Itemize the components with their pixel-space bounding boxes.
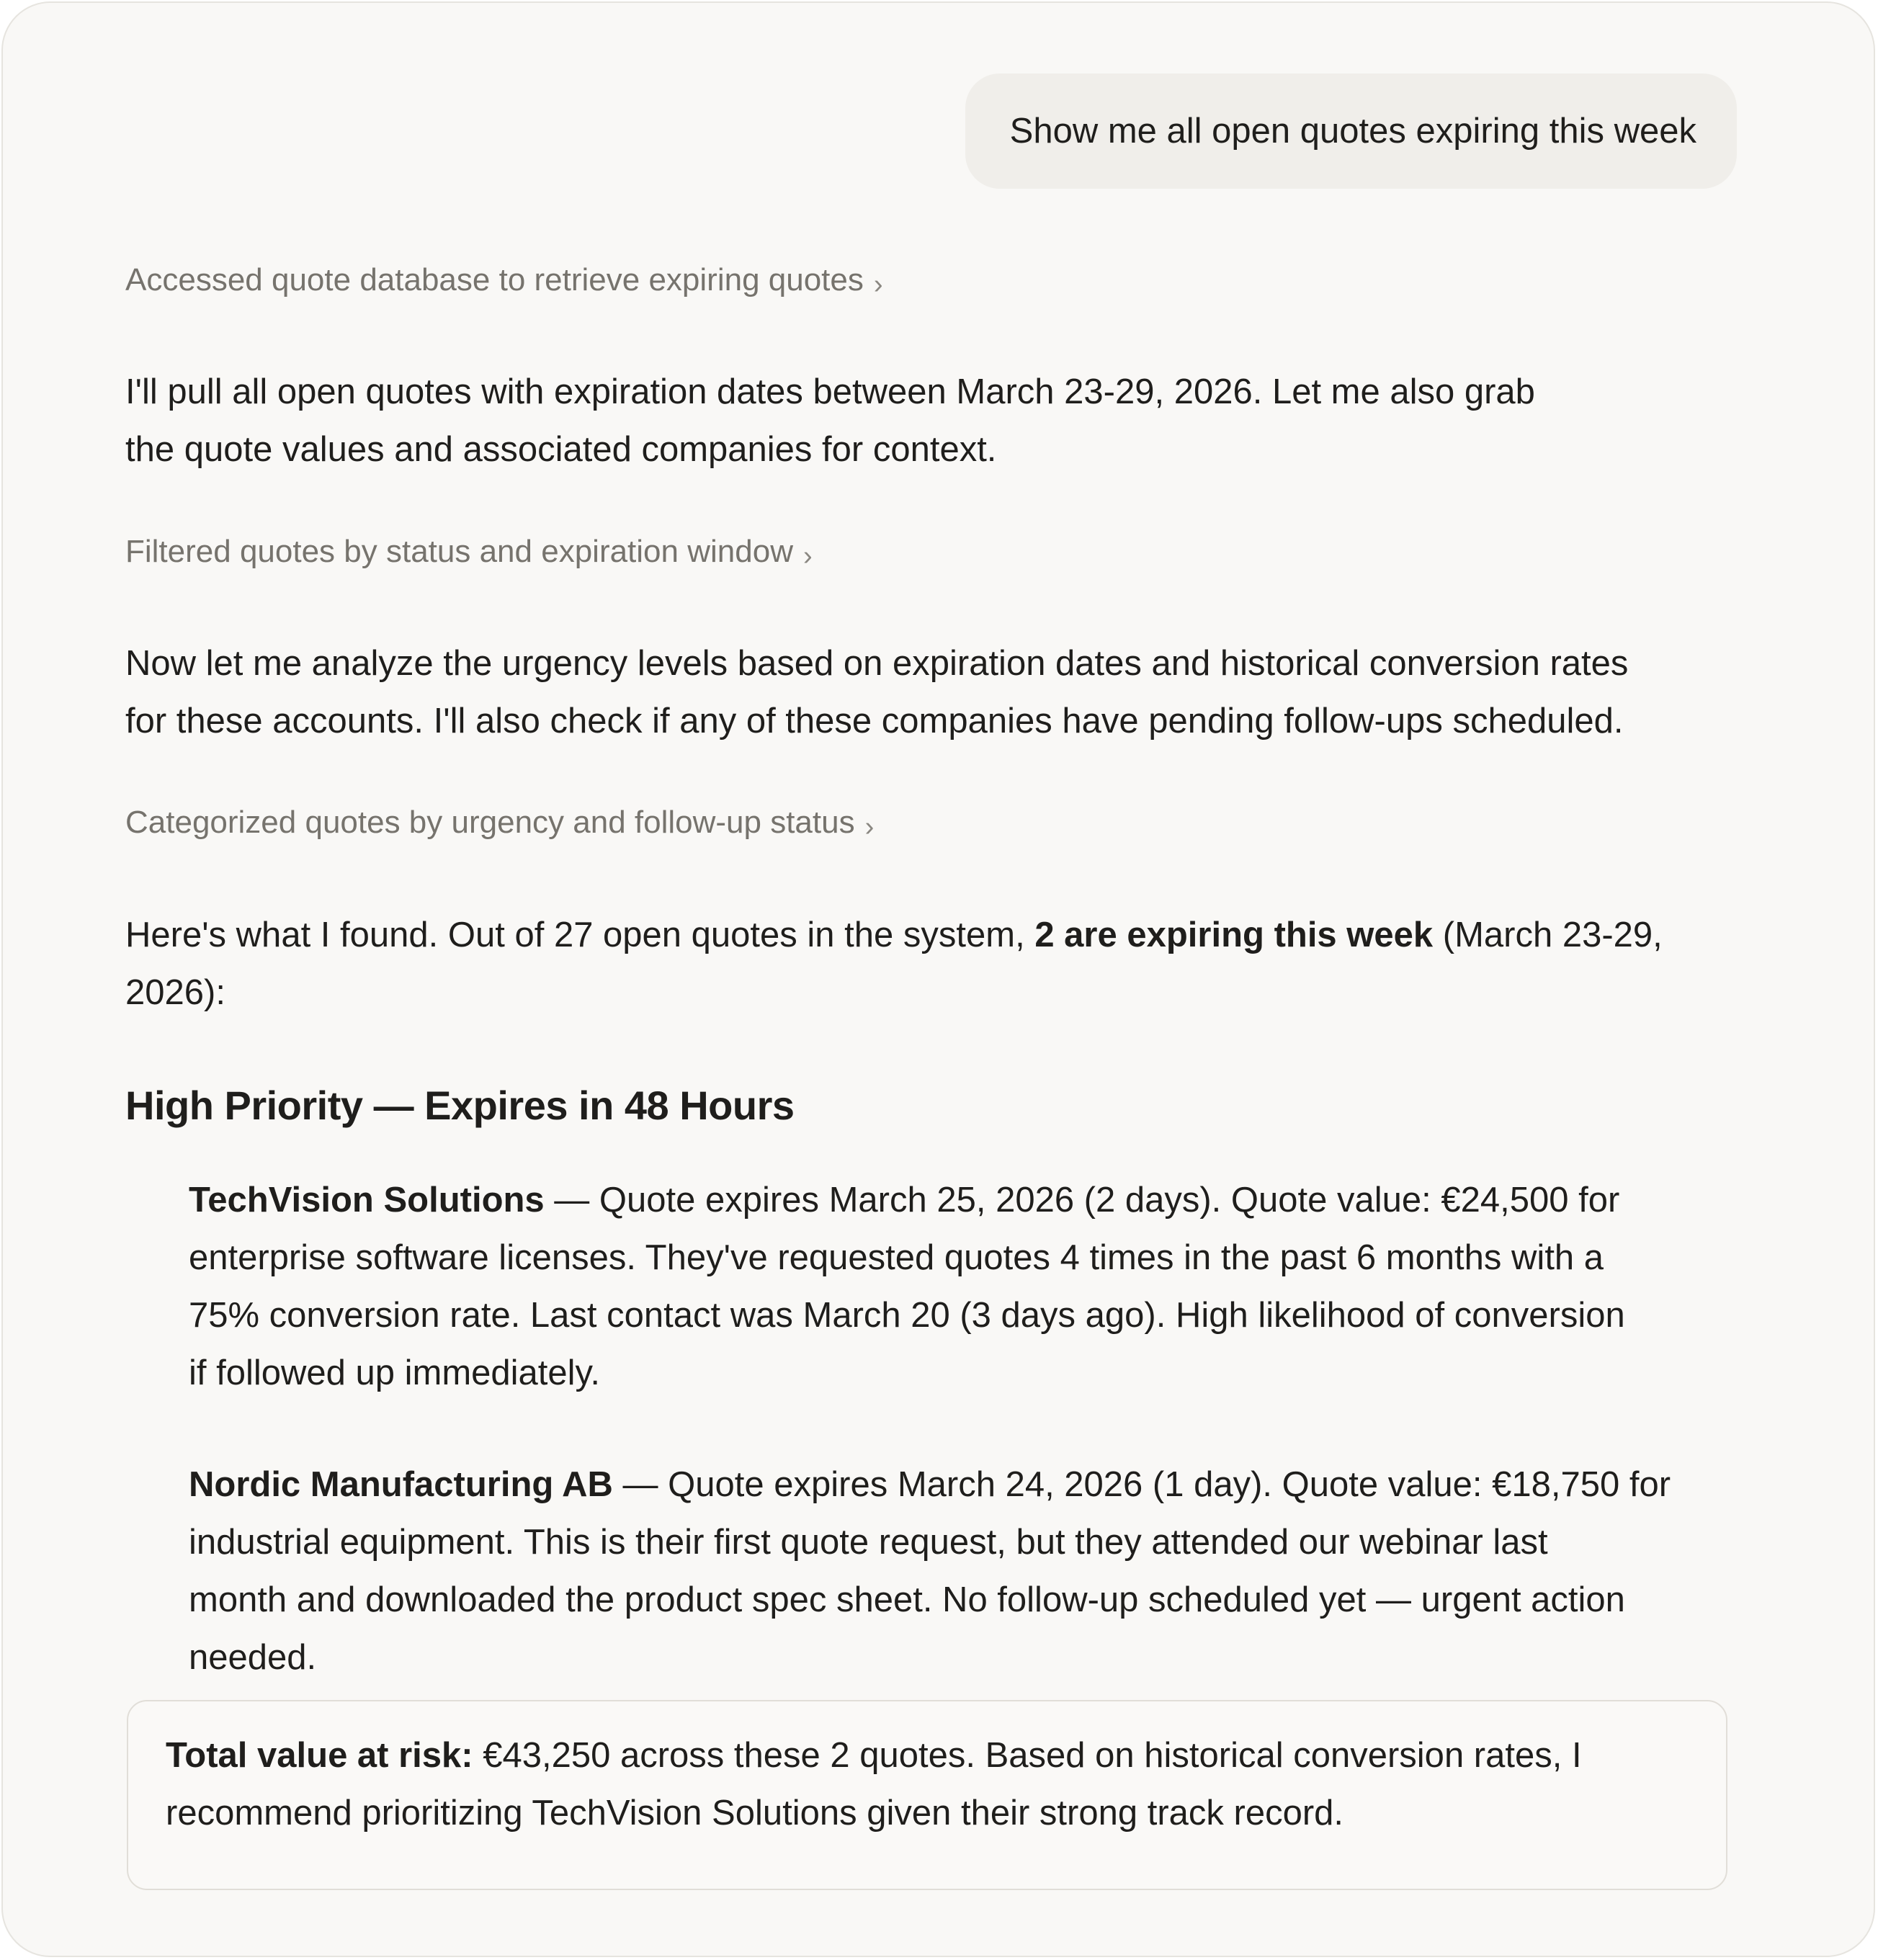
paragraph-line: the quote values and associated companies for context. — [125, 430, 997, 469]
quote-line: month and downloaded the product spec sheet. No follow-up scheduled yet — urgent action — [189, 1580, 1625, 1619]
paragraph-line: I'll pull all open quotes with expiration dates between March 23-29, 2026. Let me also grab — [125, 372, 1535, 411]
paragraph-line: Now let me analyze the urgency levels based on expiration dates and historical conversion rates — [125, 644, 1629, 683]
paragraph-line: for these accounts. I'll also check if any of these companies have pending follow-ups scheduled. — [125, 702, 1624, 740]
quote-text: — Quote expires March 25, 2026 (2 days). Quote value: €24,500 for — [544, 1181, 1620, 1220]
quote-line — [189, 1456, 1824, 1513]
user-message-text: Show me all open quotes expiring this week — [1009, 112, 1696, 151]
quote-text: — Quote expires March 24, 2026 (1 day). Quote value: €18,750 for — [612, 1465, 1671, 1504]
paragraph-text: Here's what I found. Out of 27 open quotes in the system, — [125, 916, 1035, 954]
assistant-paragraph-1 — [125, 363, 1535, 478]
tool-step-access-database[interactable] — [125, 262, 883, 298]
quote-line: enterprise software licenses. They've requested quotes 4 times in the past 6 months with a — [189, 1238, 1604, 1277]
chevron-right-icon: › — [864, 812, 875, 842]
quote-item-nordic — [189, 1456, 1824, 1686]
summary-line — [166, 1727, 1690, 1784]
assistant-paragraph-3 — [125, 906, 1663, 1021]
paragraph-emphasis: 2 are expiring this week — [1034, 916, 1434, 954]
summary-callout — [127, 1700, 1727, 1890]
tool-step-label: Filtered quotes by status and expiration window — [125, 534, 793, 569]
tool-step-filter-quotes[interactable] — [125, 534, 813, 570]
quote-line: industrial equipment. This is their first quote request, but they attended our webinar last — [189, 1523, 1548, 1562]
assistant-paragraph-2 — [125, 635, 1628, 750]
chevron-right-icon: › — [873, 269, 883, 300]
paragraph-line — [125, 906, 1663, 964]
quote-line: 75% conversion rate. Last contact was March 20 (3 days ago). High likelihood of conversion — [189, 1296, 1625, 1335]
company-name: Nordic Manufacturing AB — [189, 1465, 613, 1504]
section-heading: High Priority — Expires in 48 Hours — [125, 1083, 795, 1128]
quote-line — [189, 1171, 1824, 1229]
quote-line: needed. — [189, 1638, 317, 1677]
quote-item-techvision — [189, 1171, 1824, 1402]
summary-line: recommend prioritizing TechVision Solutions given their strong track record. — [166, 1794, 1344, 1833]
user-message-bubble — [965, 73, 1737, 189]
summary-label: Total value at risk: — [166, 1736, 473, 1775]
summary-text: €43,250 across these 2 quotes. Based on historical conversion rates, I — [473, 1736, 1582, 1775]
tool-step-label: Accessed quote database to retrieve expiring quotes — [125, 262, 864, 297]
paragraph-text: (March 23-29, — [1433, 916, 1663, 954]
chevron-right-icon: › — [802, 541, 813, 571]
paragraph-line: 2026): — [125, 973, 225, 1012]
tool-step-categorize-quotes[interactable] — [125, 805, 874, 841]
tool-step-label: Categorized quotes by urgency and follow-up status — [125, 805, 855, 840]
chat-panel — [1, 1, 1875, 1957]
quote-line: if followed up immediately. — [189, 1353, 601, 1392]
company-name: TechVision Solutions — [189, 1181, 545, 1220]
